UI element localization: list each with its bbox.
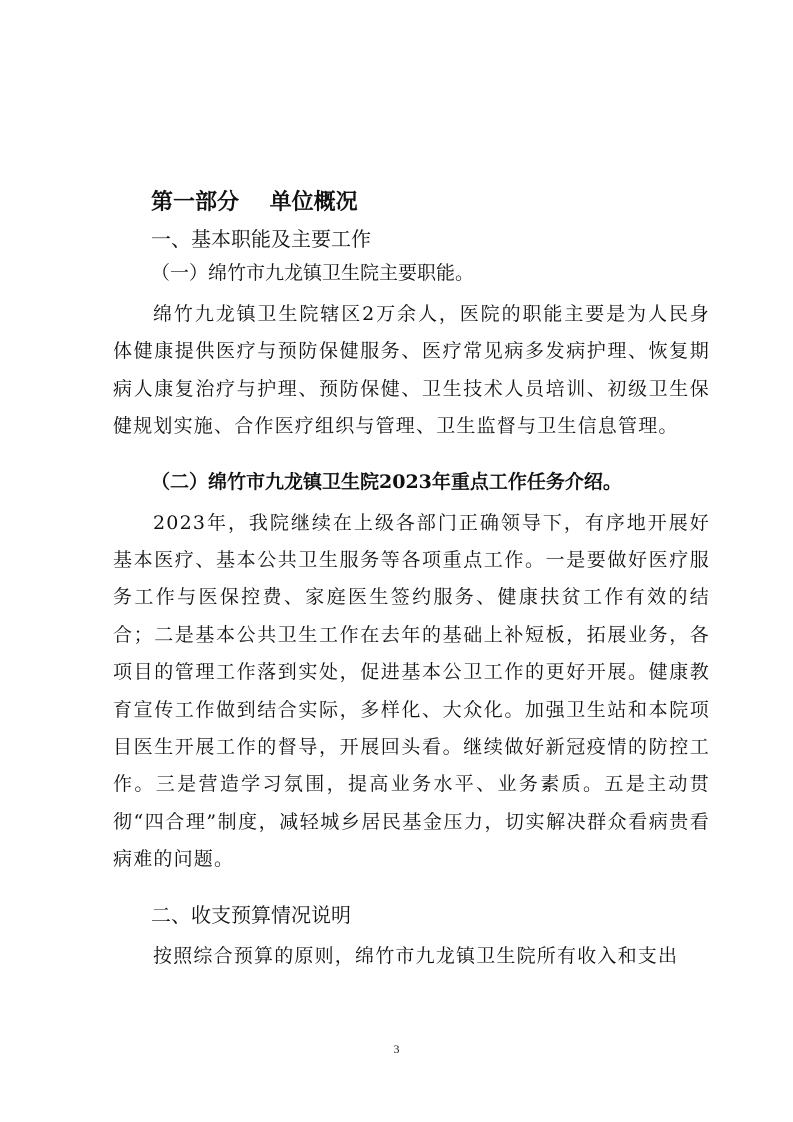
- section-heading-basic-functions: 一、基本职能及主要工作: [151, 227, 371, 251]
- section-heading-budget: 二、收支预算情况说明: [151, 902, 351, 927]
- sub-heading-key-tasks: （二）绵竹市九龙镇卫生院2023年重点工作任务介绍。: [151, 470, 622, 493]
- part-title: 第一部分 单位概况: [151, 190, 358, 215]
- paragraph-main-functions: 绵竹九龙镇卫生院辖区2万余人，医院的职能主要是为人民身体健康提供医疗与预防保健服务、医疗常见病多发病护理、恢复期病人康复治疗与护理、预防保健、卫生技术人员培训、初级卫生保健规划实施、合作医疗组织与管理、卫生监督与卫生信息管理。: [113, 303, 710, 438]
- paragraph-key-tasks: 2023年，我院继续在上级各部门正确领导下，有序地开展好基本医疗、基本公共卫生服务等各项重点工作。一是要做好医疗服务工作与医保控费、家庭医生签约服务、健康扶贫工作有效的结合；二是基本公共卫生工作在去年的基础上补短板，拓展业务，各项目的管理工作落到实处，促进基本公卫工作的更好开展。健康教育宣传工作做到结合实际，多样化、大众化。加强卫生站和本院项目医生开展工作的督导，开展回头看。继续做好新冠疫情的防控工作。三是营造学习氛围，提高业务水平、业务素质。五是主动贯彻“四合理”制度，减轻城乡居民基金压力，切实解决群众看病贵看病难的问题。: [113, 511, 710, 871]
- paragraph-budget: 按照综合预算的原则，绵竹市九龙镇卫生院所有收入和支出: [153, 944, 679, 967]
- page-number: 3: [393, 1042, 400, 1056]
- page-content: [113, 186, 710, 994]
- sub-heading-main-functions: （一）绵竹市九龙镇卫生院主要职能。: [151, 262, 475, 284]
